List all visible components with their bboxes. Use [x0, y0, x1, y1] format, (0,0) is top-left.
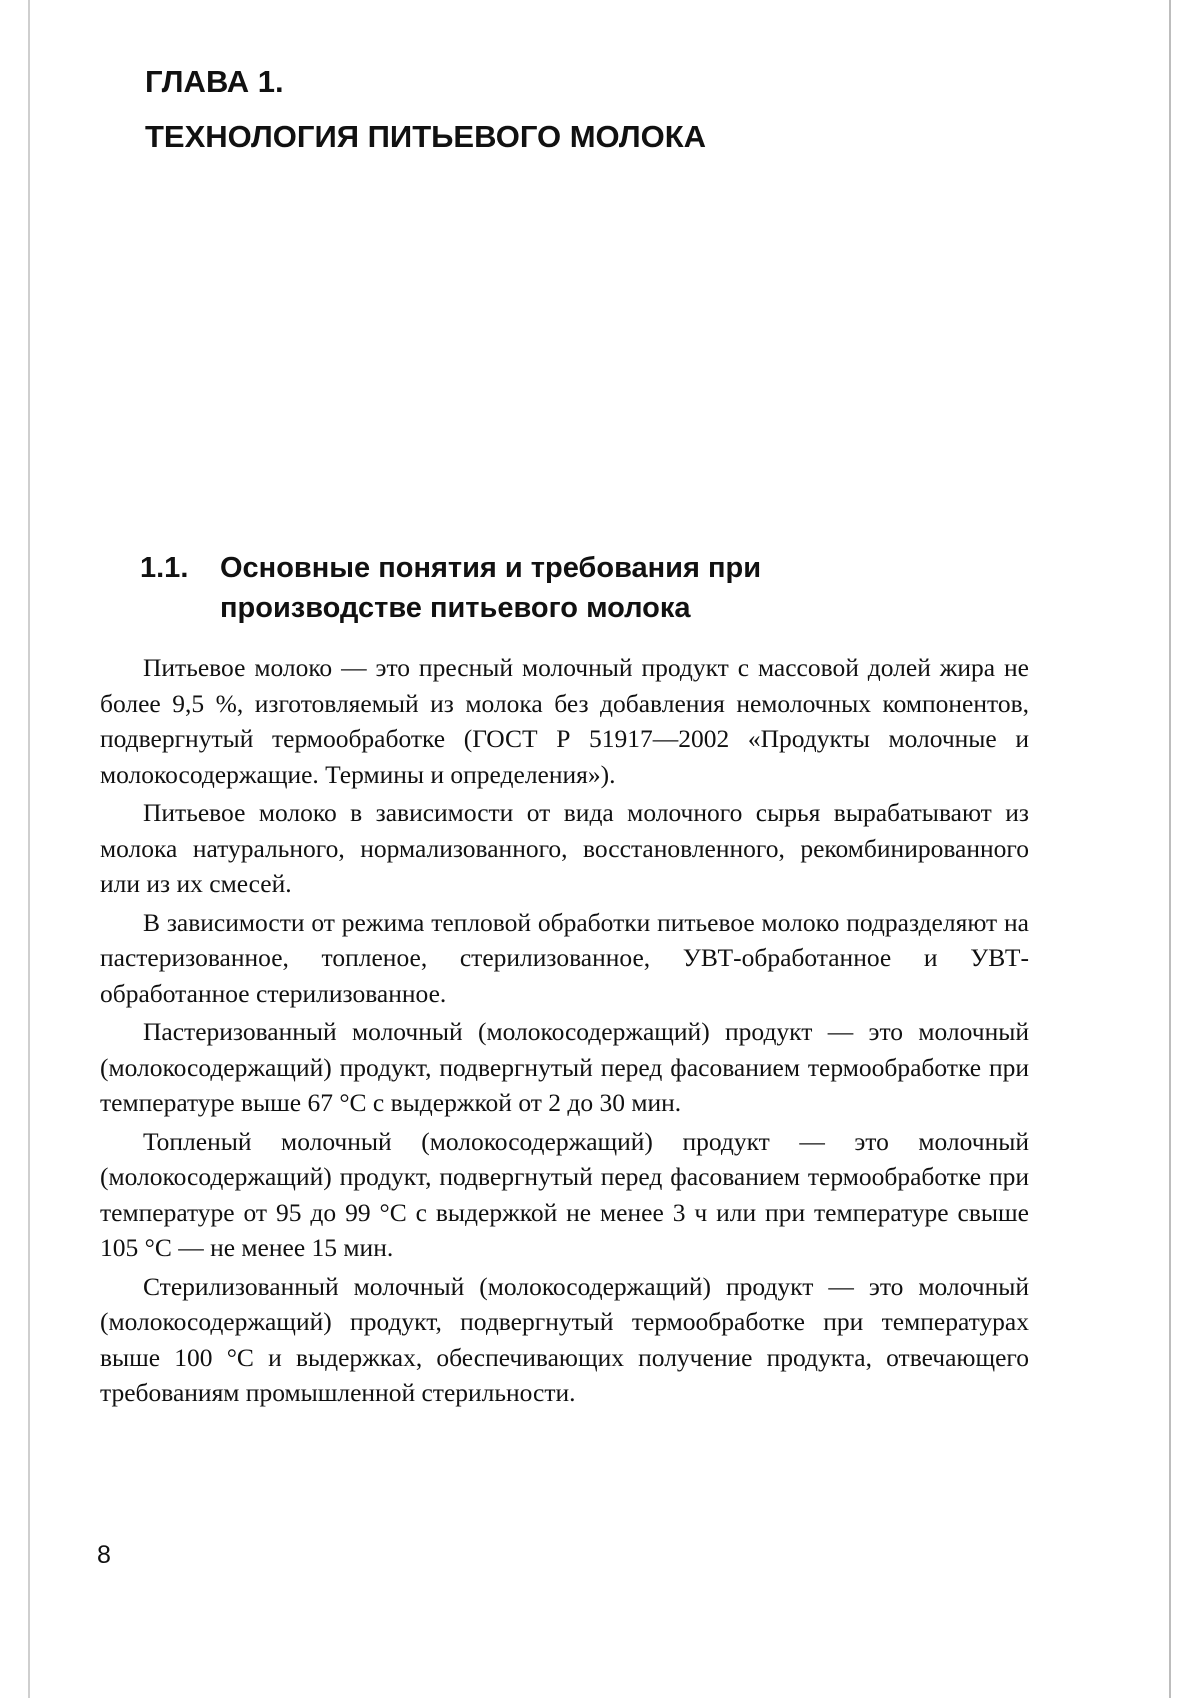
- page-number: 8: [97, 1541, 111, 1569]
- section-number: 1.1.: [140, 552, 189, 584]
- page-left-edge: [28, 0, 30, 1698]
- paragraph: Питьевое молоко в зависимости от вида молочного сырья вырабатывают из молока натурального, нормализованного, восстановленного, рекомбинированного или из их смесей.: [100, 798, 1029, 898]
- chapter-title: ТЕХНОЛОГИЯ ПИТЬЕВОГО МОЛОКА: [145, 119, 707, 154]
- paragraph: Стерилизованный молочный (молокосодержащий) продукт — это молочный (молокосодержащий) продукт, подвергнутый термообработке при температурах выше 100 °С и выдержках, обеспечивающих получение продукта, отвечающего требованиям промышленной стерильности.: [100, 1271, 1029, 1407]
- body-text: [100, 650, 1029, 1414]
- page-right-edge: [1169, 0, 1171, 1698]
- paragraph: Пастеризованный молочный (молокосодержащий) продукт — это молочный (молокосодержащий) продукт, подвергнутый перед фасованием термообработке при температуре выше 67 °С с выдержкой от 2 до 30 мин.: [100, 1017, 1029, 1117]
- paragraph: Топленый молочный (молокосодержащий) продукт — это молочный (молокосодержащий) продукт, подвергнутый перед фасованием термообработке при температуре от 95 до 99 °С с выдержкой не менее 3 ч или при температуре свыше 105 °С — не менее 15 мин.: [100, 1126, 1029, 1262]
- chapter-label: ГЛАВА 1.: [145, 64, 284, 99]
- paragraph: В зависимости от режима тепловой обработки питьевое молоко подразделяют на пастеризованное, топленое, стерилизованное, УВТ-обработанное и УВТ-обработанное стерилизованное.: [100, 907, 1029, 1008]
- section-heading: [140, 548, 900, 628]
- paragraph: Питьевое молоко — это пресный молочный продукт с массовой долей жира не более 9,5 %, изготовляемый из молока без добавления немолочных компонентов, подвергнутый термообработке (ГОСТ Р 51917—2002 «Продукты молочные и молокосодержащие. Термины и определения»).: [100, 653, 1029, 789]
- section-title: Основные понятия и требования при производстве питьевого молока: [220, 552, 762, 624]
